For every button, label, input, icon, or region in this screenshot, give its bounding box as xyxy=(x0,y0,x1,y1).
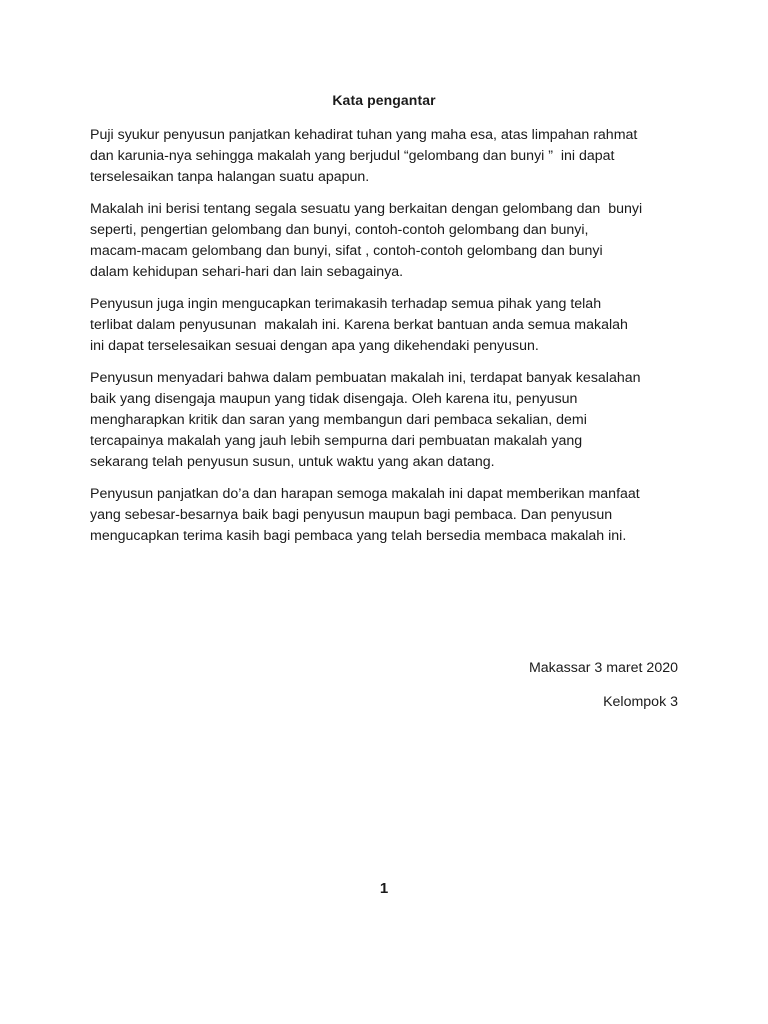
paragraph-2 xyxy=(90,199,680,283)
paragraph-line: dan karunia-nya sehingga makalah yang berjudul “gelombang dan bunyi ” ini dapat xyxy=(90,148,615,164)
paragraph-line: Penyusun panjatkan do’a dan harapan semoga makalah ini dapat memberikan manfaat xyxy=(90,486,640,502)
paragraph-line: sekarang telah penyusun susun, untuk waktu yang akan datang. xyxy=(90,454,495,470)
paragraph-line: mengharapkan kritik dan saran yang membangun dari pembaca sekalian, demi xyxy=(90,412,587,428)
paragraph-line: baik yang disengaja maupun yang tidak disengaja. Oleh karena itu, penyusun xyxy=(90,391,578,407)
paragraph-line: macam-macam gelombang dan bunyi, sifat , contoh-contoh gelombang dan bunyi xyxy=(90,243,603,259)
paragraph-line: terselesaikan tanpa halangan suatu apapun. xyxy=(90,169,370,185)
paragraph-5 xyxy=(90,484,680,547)
paragraph-3 xyxy=(90,294,680,357)
page-number: 1 xyxy=(379,880,389,897)
paragraph-line: Puji syukur penyusun panjatkan kehadirat tuhan yang maha esa, atas limpahan rahmat xyxy=(90,127,638,143)
paragraph-line: Penyusun menyadari bahwa dalam pembuatan makalah ini, terdapat banyak kesalahan xyxy=(90,370,641,386)
paragraph-line: seperti, pengertian gelombang dan bunyi, contoh-contoh gelombang dan bunyi, xyxy=(90,222,589,238)
paragraph-line: Makalah ini berisi tentang segala sesuatu yang berkaitan dengan gelombang dan bunyi xyxy=(90,201,643,217)
paragraph-line: Penyusun juga ingin mengucapkan terimakasih terhadap semua pihak yang telah xyxy=(90,296,602,312)
paragraph-line: dalam kehidupan sehari-hari dan lain sebagainya. xyxy=(90,264,404,280)
paragraph-line: mengucapkan terima kasih bagi pembaca yang telah bersedia membaca makalah ini. xyxy=(90,528,627,544)
page-title: Kata pengantar xyxy=(332,92,436,108)
place-date: Makassar 3 maret 2020 xyxy=(528,660,678,676)
paragraph-1 xyxy=(90,125,680,188)
paragraph-line: terlibat dalam penyusunan makalah ini. Karena berkat bantuan anda semua makalah xyxy=(90,317,628,333)
paragraph-line: yang sebesar-besarnya baik bagi penyusun maupun bagi pembaca. Dan penyusun xyxy=(90,507,613,523)
paragraph-4 xyxy=(90,368,680,473)
paragraph-line: tercapainya makalah yang jauh lebih sempurna dari pembuatan makalah yang xyxy=(90,433,583,449)
body-text xyxy=(90,125,680,558)
paragraph-line: ini dapat terselesaikan sesuai dengan apa yang dikehendaki penyusun. xyxy=(90,338,539,354)
signature: Kelompok 3 xyxy=(603,694,678,710)
